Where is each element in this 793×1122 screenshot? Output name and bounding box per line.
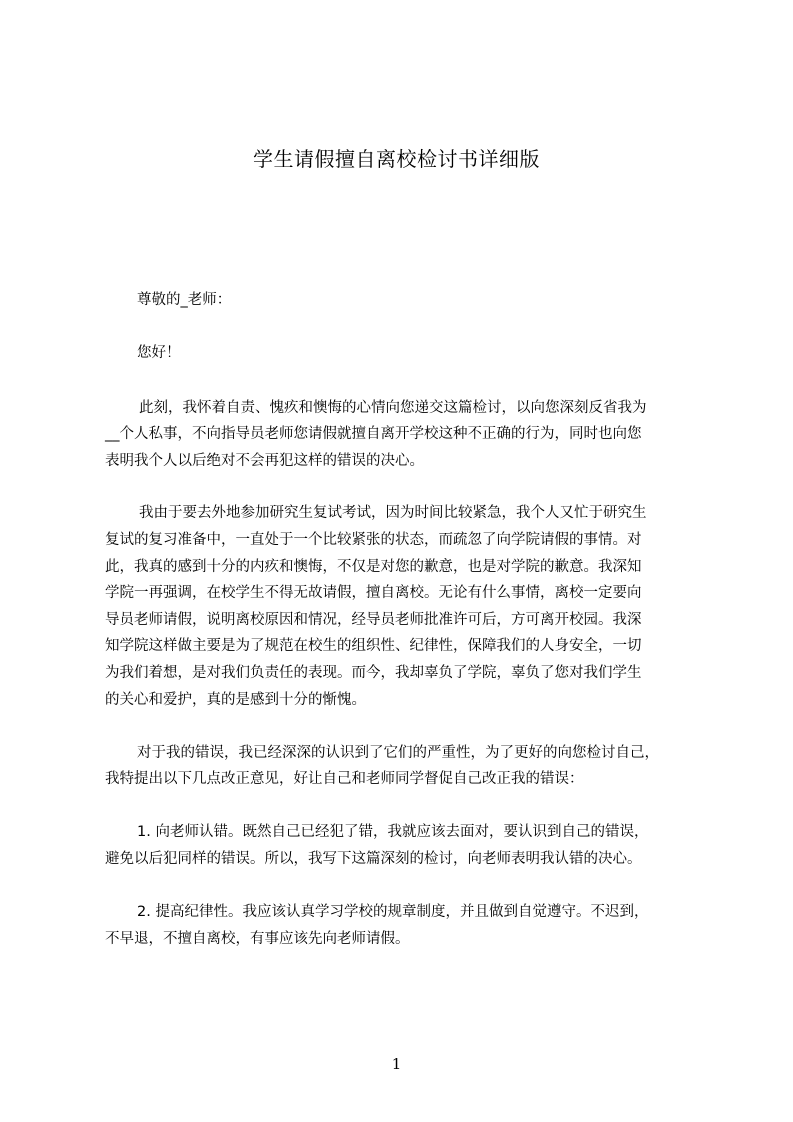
- paragraph-line: 不早退，不擅自离校，有事应该先向老师请假。: [105, 931, 410, 947]
- paragraph-line: 导员老师请假，说明离校原因和情况，经导员老师批准许可后，方可离开校园。我深: [105, 612, 642, 628]
- paragraph-line: 知学院这样做主要是为了规范在校生的组织性、纪律性，保障我们的人身安全，一切: [105, 638, 642, 654]
- paragraph-line: 2. 提高纪律性。我应该认真学习学校的规章制度，并且做到自觉遵守。不迟到，: [137, 904, 649, 920]
- paragraph-line: 此刻，我怀着自责、愧疚和懊悔的心情向您递交这篇检讨，以向您深刻反省我为: [139, 400, 647, 416]
- document-title: 学生请假擅自离校检讨书详细版: [253, 147, 540, 171]
- paragraph-line: __个人私事，不向指导员老师您请假就擅自离开学校这种不正确的行为，同时也向您: [105, 426, 642, 442]
- paragraph-line: 我由于要去外地参加研究生复试考试，因为时间比较紧急，我个人又忙于研究生: [139, 505, 647, 521]
- paragraph-line: 为我们着想，是对我们负责任的表现。而今，我却辜负了学院，辜负了您对我们学生: [105, 665, 642, 681]
- paragraph-line: 1. 向老师认错。既然自己已经犯了错，我就应该去面对，要认识到自己的错误，: [137, 824, 649, 840]
- paragraph-line: 复试的复习准备中，一直处于一个比较紧张的状态，而疏忽了向学院请假的事情。对: [105, 532, 642, 548]
- paragraph-line: 学院一再强调，在校学生不得无故请假，擅自离校。无论有什么事情，离校一定要向: [105, 585, 642, 601]
- paragraph-line: 我特提出以下几点改正意见，好让自己和老师同学督促自己改正我的错误：: [105, 771, 584, 787]
- page-number: 1: [391, 1055, 402, 1073]
- paragraph-line: 避免以后犯同样的错误。所以，我写下这篇深刻的检讨，向老师表明我认错的决心。: [105, 851, 642, 867]
- paragraph-line: 表明我个人以后绝对不会再犯这样的错误的决心。: [105, 453, 424, 469]
- paragraph-line: 此，我真的感到十分的内疚和懊悔，不仅是对您的歉意，也是对学院的歉意。我深知: [105, 559, 642, 575]
- paragraph-line: 对于我的错误，我已经深深的认识到了它们的严重性，为了更好的向您检讨自己，: [137, 745, 659, 761]
- salutation: 尊敬的_老师：: [137, 292, 232, 308]
- greeting: 您好！: [137, 345, 181, 361]
- paragraph-line: 的关心和爱护，真的是感到十分的惭愧。: [105, 692, 366, 708]
